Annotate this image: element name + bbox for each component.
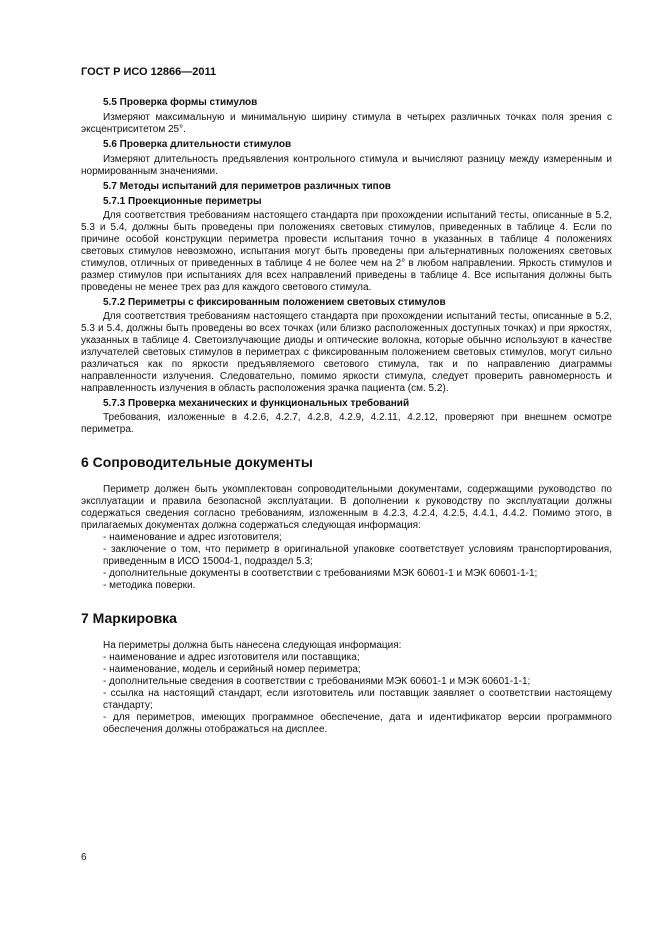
section-7-title: 7 Маркировка — [81, 610, 177, 626]
section-7-list-item: - дополнительные сведения в соответствии с требованиями МЭК 60601-1 и МЭК 60601-1-1; — [103, 676, 531, 687]
section-5-7-3-title: 5.7.3 Проверка механических и функциональных требований — [103, 398, 410, 409]
section-5-7-3-text: Требования, изложенные в 4.2.6, 4.2.7, 4.2.8, 4.2.9, 4.2.11, 4.2.12, проверяют при внешнем осмотре периметра. — [81, 412, 612, 435]
section-7-list-item: - наименование и адрес изготовителя или поставщика; — [103, 652, 360, 663]
section-5-5-text: Измеряют максимальную и минимальную ширину стимула в четырех различных точках поля зрения с эксцентриситетом 25°. — [81, 112, 612, 135]
section-5-7-title: 5.7 Методы испытаний для периметров различных типов — [103, 181, 391, 192]
section-5-7-2-title: 5.7.2 Периметры с фиксированным положением световых стимулов — [103, 297, 446, 308]
section-6-list-item: - дополнительные документы в соответствии с требованиями МЭК 60601-1 и МЭК 60601-1-1; — [103, 568, 538, 579]
document-body — [81, 94, 612, 736]
section-6-list-item: - методика поверки. — [103, 580, 196, 591]
section-5-6-title: 5.6 Проверка длительности стимулов — [103, 139, 292, 150]
section-6-list-item: - наименование и адрес изготовителя; — [103, 532, 282, 543]
section-5-7-1-text: Для соответствия требованиям настоящего стандарта при прохождении испытаний тесты, описанные в 5.2, 5.3 и 5.4, должны быть проведены при положениях световых стимулов, приведенных в таблице 4. Если по причине особой конструкции периметра провести испытания точно в указанных в таблице 4 положениях световых стимулов невозможно, испытания могут быть проведены при альтернативных положениях световых стимулов, отличных от приведенных в таблице 4 не более чем на 2° в любом направлении. Яркость стимулов и размер стимулов при испытаниях для всех направлений приведены в таблице 4. Все испытания должны быть проведены не менее трех раз для каждого светового стимула. — [81, 210, 612, 293]
section-7-intro: На периметры должна быть нанесена следующая информация: — [103, 640, 402, 651]
section-6-list-item: - заключение о том, что периметр в оригинальной упаковке соответствует условиям транспортирования, приведенным в ИСО 15004-1, подраздел 5.3; — [103, 544, 612, 567]
section-7-list-item: - ссылка на настоящий стандарт, если изготовитель или поставщик заявляет о соответствии настоящему стандарту; — [103, 688, 612, 711]
section-5-5-title: 5.5 Проверка формы стимулов — [103, 97, 258, 108]
section-6-title: 6 Сопроводительные документы — [81, 454, 313, 470]
page-number: 6 — [81, 852, 87, 863]
section-7-list-item: - для периметров, имеющих программное обеспечение, дата и идентификатор версии программного обеспечения должны отображаться на дисплее. — [103, 712, 612, 735]
section-6-intro: Периметр должен быть укомплектован сопроводительными документами, содержащими руководство по эксплуатации и правила безопасной эксплуатации. В дополнении к руководству по эксплуатации должны содержаться сведения согласно требованиям, изложенным в 4.2.3, 4.2.4, 4.2.5, 4.4.1, 4.4.2. Помимо этого, в прилагаемых документах должна содержаться следующая информация: — [81, 484, 612, 531]
page-header: ГОСТ Р ИСО 12866—2011 — [81, 66, 217, 78]
section-5-7-2-text: Для соответствия требованиям настоящего стандарта при прохождении испытаний тесты, описанные в 5.2, 5.3 и 5.4, должны быть проведены во всех точках (или близко расположенных доступных точках) и при яркостях, указанных в таблице 4. Светоизлучающие диоды и оптические волокна, которые обычно используют в качестве излучателей световых стимулов в периметрах с фиксированным положением световых стимулов, могут сильно различаться как по яркости предъявляемого светового стимула, так и по направлению диаграммы направленности излучения. Следовательно, помимо яркости стимула, следует проверить равномерность и направленность излучения в область расположения зрачка пациента (см. 5.2). — [81, 311, 612, 394]
section-5-6-text: Измеряют длительность предъявления контрольного стимула и вычисляют разницу между измеренным и нормированным значениями. — [81, 154, 612, 177]
section-5-7-1-title: 5.7.1 Проекционные периметры — [103, 196, 262, 207]
section-7-list-item: - наименование, модель и серийный номер периметра; — [103, 664, 361, 675]
